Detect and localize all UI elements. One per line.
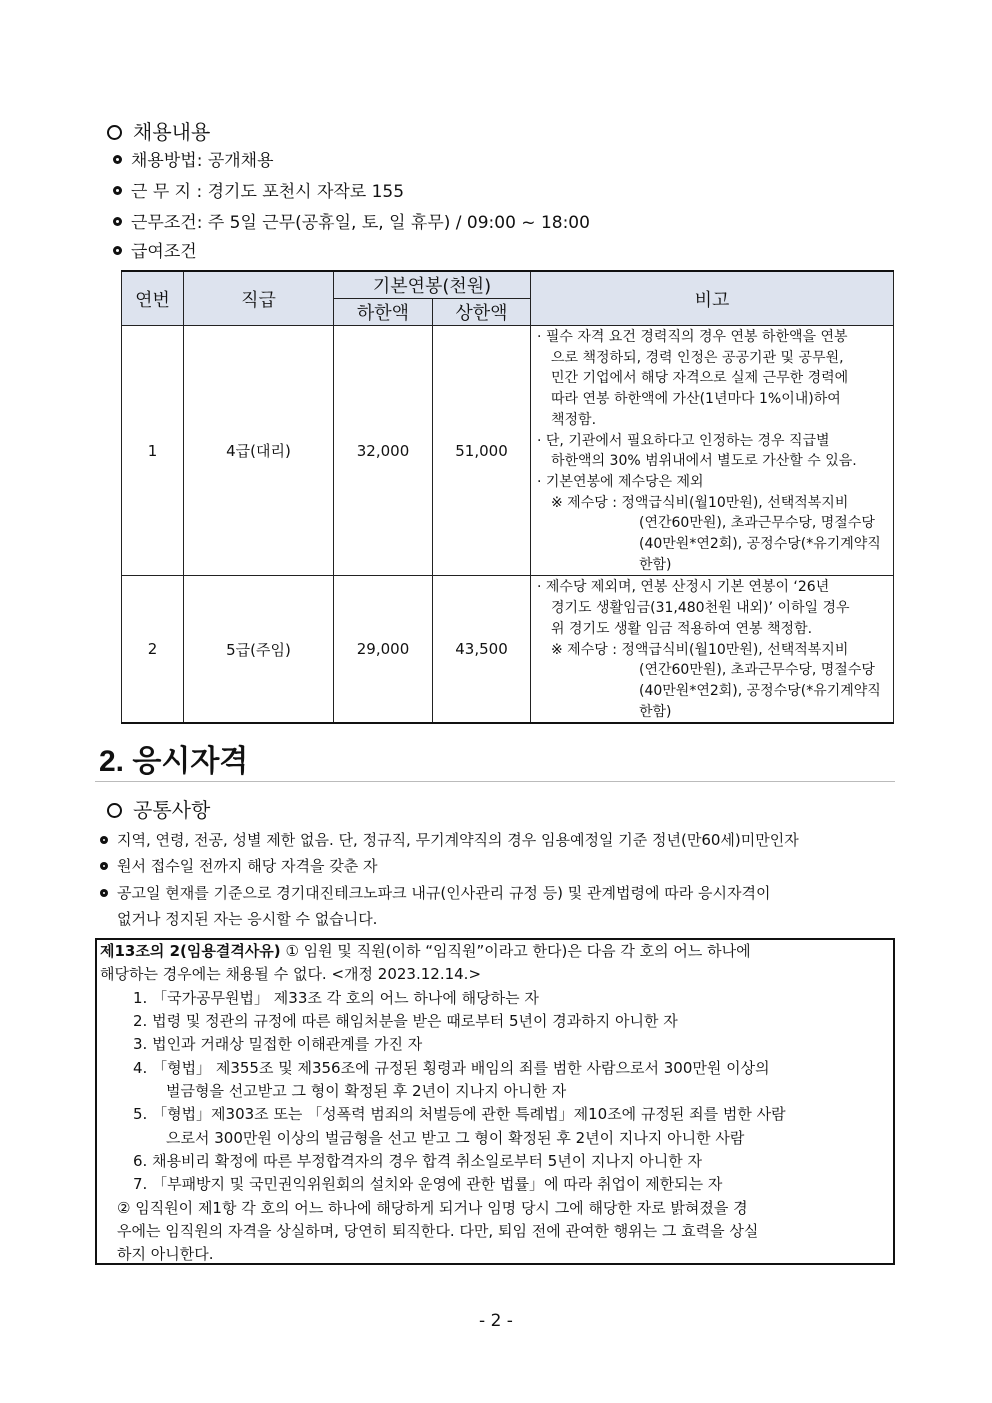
note-line: (연간60만원), 초과근무수당, 명절수당 [639,515,875,532]
bullet-icon [100,889,108,897]
note-line: · 제수당 제외며, 연봉 산정시 기본 연봉이 ‘26년 [537,579,830,596]
law-line: 3. 법인과 거래상 밀접한 이해관계를 가진 자 [133,1035,423,1053]
salary-table [121,270,894,724]
cell-grade: 5급(주임) [184,576,334,723]
bullet-icon [113,246,122,255]
recruit-heading: 채용내용 [107,116,210,145]
header-grade: 직급 [184,271,334,326]
bullet-item-location: 근 무 지 : 경기도 포천시 자작로 155 [113,177,404,202]
cell-min: 32,000 [334,326,433,576]
circle-icon [107,803,122,818]
law-line: 7. 「부패방지 및 국민권익위원회의 설치와 운영에 관한 법률」에 따라 취업이 제한되는 자 [133,1175,723,1193]
page-number: - 2 - [479,1311,513,1331]
cell-max: 51,000 [433,326,531,576]
section-title: 2. 응시자격 [99,745,249,778]
list-item-continuation: 없거나 정지된 자는 응시할 수 없습니다. [117,910,378,928]
header-min: 하한액 [334,299,433,326]
note-line: (연간60만원), 초과근무수당, 명절수당 [639,662,875,679]
list-item: 원서 접수일 전까지 해당 자격을 갖춘 자 [100,853,377,879]
bullet-icon [113,186,122,195]
bullet-icon [100,836,108,844]
note-line: 책정함. [551,411,597,428]
note-line: · 단, 기관에서 필요하다고 인정하는 경우 직급별 [537,432,830,449]
bullet-item-pay: 급여조건 [113,237,197,262]
bullet-icon [100,862,108,870]
table-row [122,576,894,723]
law-line: ② 임직원이 제1항 각 호의 어느 하나에 해당하게 되거나 임명 당시 그에 해당한 자로 밝혀졌을 경 [117,1199,748,1217]
header-max: 상한액 [433,299,531,326]
bullet-item-method: 채용방법: 공개채용 [113,146,274,171]
cell-note [531,576,894,723]
note-line: 따라 연봉 하한액에 가산(1년마다 1%이내)하여 [551,391,841,408]
law-line: 6. 채용비리 확정에 따른 부정합격자의 경우 합격 취소일로부터 5년이 지나지 아니한 자 [133,1152,702,1170]
bullet-icon [113,155,122,164]
circle-icon [107,125,122,140]
note-line: 위 경기도 생활 임금 적용하여 연봉 책정함. [551,620,813,637]
cell-max: 43,500 [433,576,531,723]
law-excerpt-box [95,938,895,1265]
note-line: 으로 책정하되, 경력 인정은 공공기관 및 공무원, [551,349,844,366]
cell-note [531,326,894,576]
note-line: · 기본연봉에 제수당은 제외 [537,473,704,490]
bullet-icon [113,217,122,226]
cell-no: 2 [122,576,184,723]
note-line: 한함) [639,556,672,573]
law-line: 4. 「형법」 제355조 및 제356조에 규정된 횡령과 배임의 죄를 범한 사람으로서 300만원 이상의 [133,1059,770,1077]
list-item: 지역, 연령, 전공, 성별 제한 없음. 단, 정규직, 무기계약직의 경우 임용예정일 기준 정년(만60세)미만인자 [100,827,799,853]
cell-no: 1 [122,326,184,576]
note-line: 한함) [639,703,672,720]
law-line: 제13조의 2(임용결격사유) ① 임원 및 직원(이하 “임직원”이라고 한다)은 다음 각 호의 어느 하나에 [100,942,751,960]
note-line: · 필수 자격 요건 경력직의 경우 연봉 하한액을 연봉 [537,329,848,345]
law-title: 제13조의 2(임용결격사유) [100,942,281,960]
note-line: 민간 기업에서 해당 자격으로 실제 근무한 경력에 [551,370,849,387]
cell-grade: 4급(대리) [184,326,334,576]
law-line: 으로서 300만원 이상의 벌금형을 선고 받고 그 형이 확정된 후 2년이 지나지 아니한 사람 [166,1129,745,1147]
note-line: ※ 제수당 : 정액급식비(월10만원), 선택적복지비 [551,641,849,658]
section-divider [95,781,895,782]
law-line: 2. 법령 및 정관의 규정에 따른 해임처분을 받은 때로부터 5년이 경과하지 아니한 자 [133,1012,678,1030]
note-line: ※ 제수당 : 정액급식비(월10만원), 선택적복지비 [551,494,849,511]
note-line: 경기도 생활임금(31,480천원 내외)’ 이하일 경우 [551,600,850,617]
law-line: 하지 아니한다. [117,1245,214,1263]
law-line: 우에는 임직원의 자격을 상실하며, 당연히 퇴직한다. 다만, 퇴임 전에 관여한 행위는 그 효력을 상실 [117,1222,759,1240]
bullet-item-hours: 근무조건: 주 5일 근무(공휴일, 토, 일 휴무) / 09:00 ~ 18:00 [113,208,590,233]
law-line: 벌금형을 선고받고 그 형이 확정된 후 2년이 지나지 아니한 자 [166,1082,567,1100]
table-row [122,326,894,576]
list-item: 공고일 현재를 기준으로 경기대진테크노파크 내규(인사관리 규정 등) 및 관계법령에 따라 응시자격이 [100,880,770,906]
law-line: 해당하는 경우에는 채용될 수 없다. <개정 2023.12.14.> [100,965,482,983]
header-note: 비고 [531,271,894,326]
header-no: 연번 [122,271,184,326]
common-heading: 공통사항 [107,794,210,823]
note-line: 하한액의 30% 범위내에서 별도로 가산할 수 있음. [551,453,857,470]
cell-min: 29,000 [334,576,433,723]
law-line: 1. 「국가공무원법」 제33조 각 호의 어느 하나에 해당하는 자 [133,989,539,1007]
law-line: 5. 「형법」제303조 또는 「성폭력 범죄의 처벌등에 관한 특례법」제10조에 규정된 죄를 범한 사람 [133,1105,786,1123]
note-line: (40만원*연2회), 공정수당(*유기계약직 [639,536,881,553]
header-base-salary: 기본연봉(천원) [334,271,531,299]
note-line: (40만원*연2회), 공정수당(*유기계약직 [639,682,881,699]
